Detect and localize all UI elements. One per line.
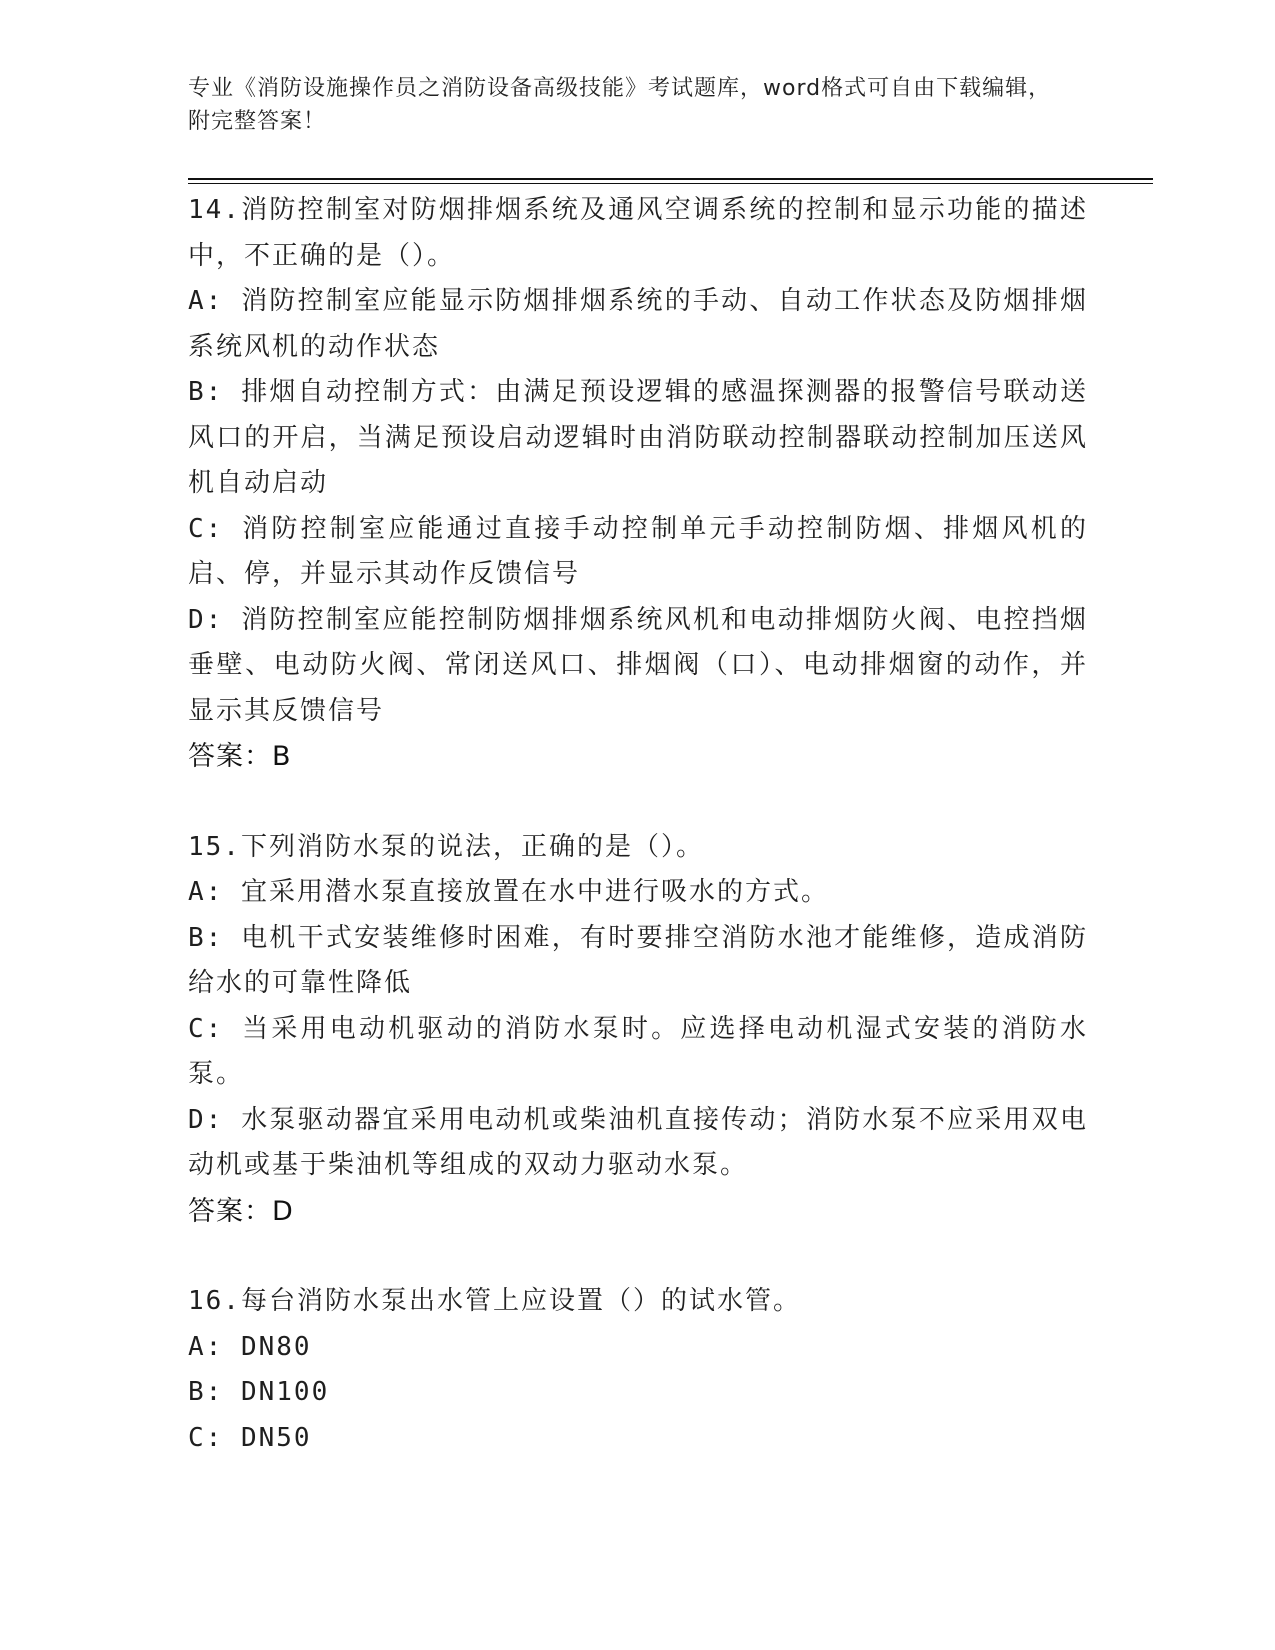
option-a: A: 宜采用潜水泵直接放置在水中进行吸水的方式。 xyxy=(188,877,829,907)
question-14 xyxy=(188,188,1088,780)
question-spacer xyxy=(188,780,1088,825)
question-spacer xyxy=(188,1234,1088,1279)
answer: 答案：B xyxy=(188,741,292,772)
option-d: D: 消防控制室应能控制防烟排烟系统风机和电动排烟防火阀、电控挡烟垂壁、电动防火阀、常闭送风口、排烟阀（口）、电动排烟窗的动作，并显示其反馈信号 xyxy=(188,604,1088,726)
option-b: B: DN100 xyxy=(188,1377,330,1407)
option-d: D: 水泵驱动器宜采用电动机或柴油机直接传动；消防水泵不应采用双电动机或基于柴油机等组成的双动力驱动水泵。 xyxy=(188,1104,1088,1180)
question-stem: 16.每台消防水泵出水管上应设置（）的试水管。 xyxy=(188,1286,801,1316)
option-b: B: 电机干式安装维修时困难，有时要排空消防水池才能维修，造成消防给水的可靠性降低 xyxy=(188,922,1088,998)
header-divider-thick xyxy=(188,178,1153,180)
option-c: C: 消防控制室应能通过直接手动控制单元手动控制防烟、排烟风机的启、停，并显示其动作反馈信号 xyxy=(188,513,1088,589)
header-divider-thin xyxy=(188,183,1153,184)
option-c: C: 当采用电动机驱动的消防水泵时。应选择电动机湿式安装的消防水泵。 xyxy=(188,1013,1088,1089)
question-stem: 14.消防控制室对防烟排烟系统及通风空调系统的控制和显示功能的描述中，不正确的是（）。 xyxy=(188,195,1088,271)
answer: 答案：D xyxy=(188,1195,294,1227)
question-15 xyxy=(188,825,1088,1235)
question-stem: 15.下列消防水泵的说法，正确的是（）。 xyxy=(188,831,704,862)
question-list xyxy=(188,188,1088,1461)
option-a: A: DN80 xyxy=(188,1331,312,1362)
option-a: A: 消防控制室应能显示防烟排烟系统的手动、自动工作状态及防烟排烟系统风机的动作状态 xyxy=(188,286,1088,362)
option-c: C: DN50 xyxy=(188,1422,312,1453)
question-16 xyxy=(188,1279,1088,1461)
document-header: 专业《消防设施操作员之消防设备高级技能》考试题库，word格式可自由下载编辑，附完整答案！ xyxy=(188,76,1052,134)
option-b: B: 排烟自动控制方式：由满足预设逻辑的感温探测器的报警信号联动送风口的开启，当满足预设启动逻辑时由消防联动控制器联动控制加压送风机自动启动 xyxy=(188,377,1088,498)
